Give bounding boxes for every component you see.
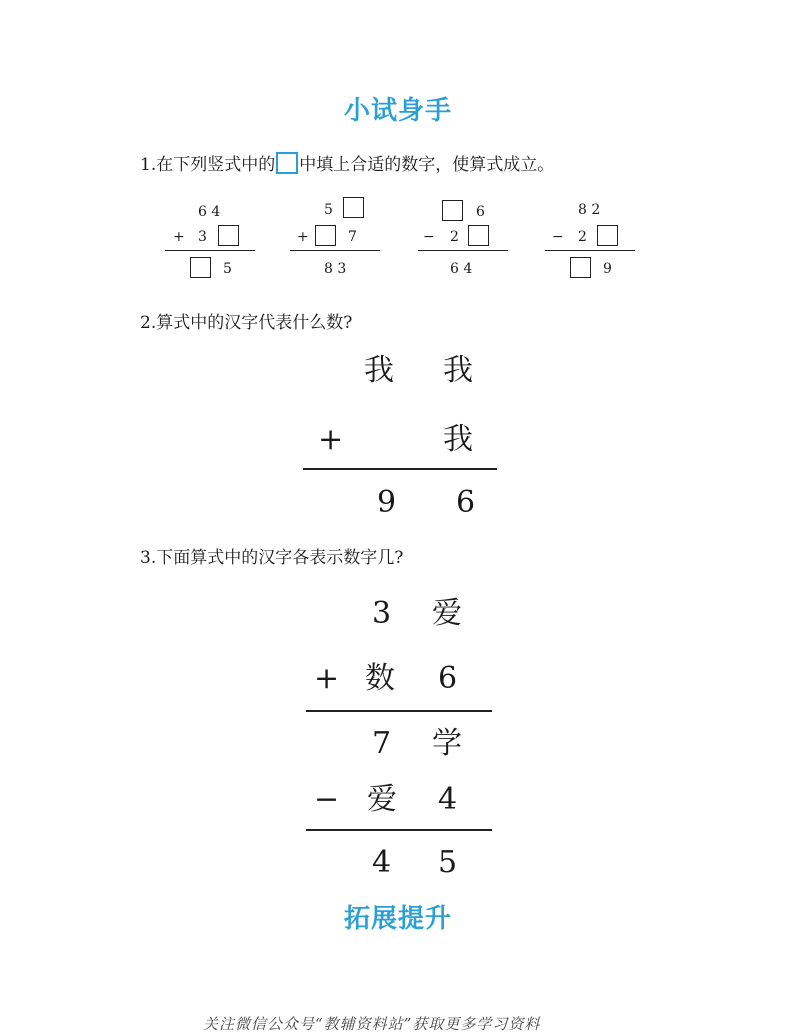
p2-top-blank[interactable] bbox=[343, 197, 364, 218]
p3-res-digits: 6 4 bbox=[450, 261, 473, 277]
q2-row2-ones: 我 bbox=[443, 422, 473, 457]
p3-top-digit: 6 bbox=[476, 204, 485, 220]
q2-row1-tens: 我 bbox=[364, 353, 394, 388]
p3-mid-blank[interactable] bbox=[468, 225, 489, 246]
p4-res-blank[interactable] bbox=[570, 257, 591, 278]
q3-row2-ones: 6 bbox=[438, 661, 458, 696]
q2-sum-line bbox=[303, 468, 497, 470]
p1-sum-line bbox=[165, 250, 255, 251]
p2-sum-line bbox=[290, 250, 380, 251]
q2-operator: + bbox=[318, 422, 344, 457]
q3-row3-tens: 7 bbox=[372, 726, 392, 761]
q3-row1-tens: 3 bbox=[372, 596, 392, 631]
q3-row4-tens: 爱 bbox=[367, 782, 397, 817]
p1-res-digit: 5 bbox=[223, 261, 232, 277]
q3-operator-minus: − bbox=[314, 782, 340, 817]
p1-res-blank[interactable] bbox=[190, 257, 211, 278]
blank-box-icon bbox=[276, 152, 298, 174]
question-1-text bbox=[140, 150, 554, 175]
question-3-text: 3.下面算式中的汉字各表示数字几? bbox=[140, 548, 404, 568]
p1-top-digits: 6 4 bbox=[198, 204, 221, 220]
p2-res-digits: 8 3 bbox=[324, 261, 347, 277]
section-title-extension: 拓展提升 bbox=[344, 904, 453, 934]
q3-diff-line bbox=[306, 829, 492, 831]
q2-row1-ones: 我 bbox=[443, 353, 473, 388]
q3-sum-line bbox=[306, 710, 492, 712]
q3-row1-ones: 爱 bbox=[432, 596, 462, 631]
q3-row2-tens: 数 bbox=[365, 661, 395, 696]
p2-operator: + bbox=[297, 229, 309, 245]
p4-res-digit: 9 bbox=[603, 261, 612, 277]
q3-row4-ones: 4 bbox=[438, 782, 458, 817]
question-1-prefix: 1.在下列竖式中的 bbox=[140, 155, 276, 175]
q3-result-ones: 5 bbox=[438, 845, 458, 880]
q3-operator-plus: + bbox=[314, 661, 340, 696]
p3-diff-line bbox=[418, 250, 508, 251]
p4-top-digits: 8 2 bbox=[578, 202, 601, 218]
p4-diff-line bbox=[545, 250, 635, 251]
p1-operator: + bbox=[173, 229, 185, 245]
p2-mid-blank[interactable] bbox=[315, 225, 336, 246]
p4-mid-digit: 2 bbox=[578, 229, 587, 245]
p1-mid-blank[interactable] bbox=[218, 225, 239, 246]
p2-mid-digit: 7 bbox=[348, 229, 357, 245]
p4-operator: − bbox=[552, 229, 564, 245]
p4-mid-blank[interactable] bbox=[597, 225, 618, 246]
question-1-suffix: 中填上合适的数字，使算式成立。 bbox=[299, 155, 555, 175]
footer-note: 关注微信公众号“教辅资料站”获取更多学习资料 bbox=[203, 1015, 541, 1033]
p2-top-digit: 5 bbox=[324, 202, 333, 218]
q3-result-tens: 4 bbox=[372, 845, 392, 880]
p3-top-blank[interactable] bbox=[442, 200, 463, 221]
section-title: 小试身手 bbox=[344, 96, 453, 126]
question-2-text: 2.算式中的汉字代表什么数? bbox=[140, 313, 353, 333]
p1-mid-digit: 3 bbox=[198, 229, 207, 245]
p3-mid-digit: 2 bbox=[450, 229, 459, 245]
q2-result-tens: 9 bbox=[377, 485, 397, 520]
p3-operator: − bbox=[423, 229, 435, 245]
q2-result-ones: 6 bbox=[456, 485, 476, 520]
q3-row3-ones: 学 bbox=[432, 726, 462, 761]
